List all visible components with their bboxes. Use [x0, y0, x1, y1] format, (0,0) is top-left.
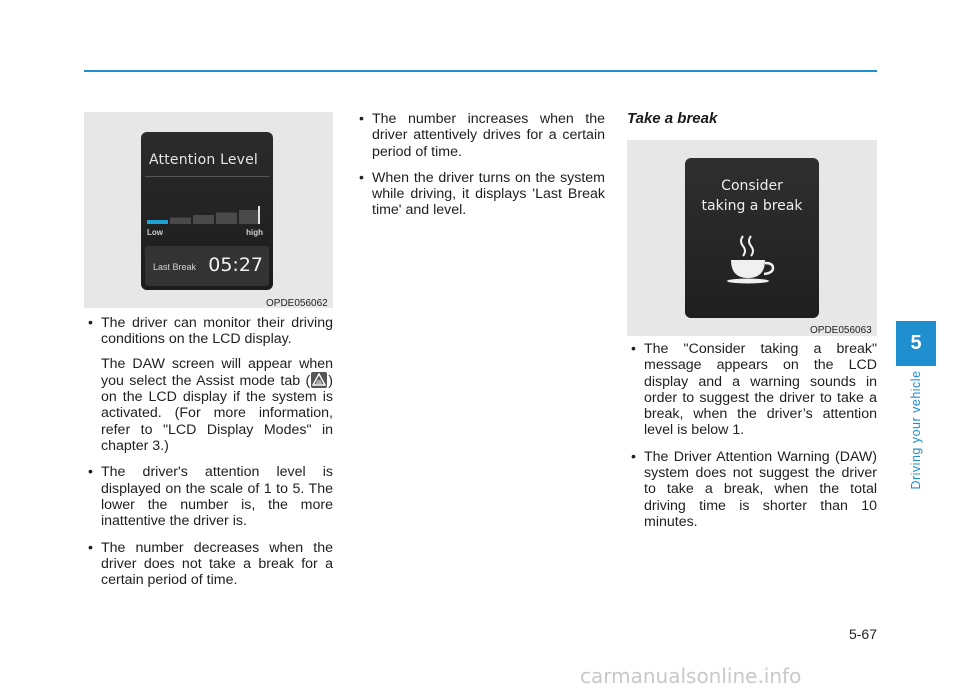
figure2-code: OPDE056063: [810, 325, 872, 336]
para-text-after-icon: ) on the LCD display if the system is activated. (For more information, refer to "LCD Display Modes" in chapter 3.): [101, 372, 333, 455]
list-item: [355, 111, 605, 160]
daw-screen-paragraph: [101, 356, 333, 455]
list-item: [84, 315, 333, 454]
figure1-code: OPDE056062: [266, 298, 328, 309]
level-segment-2: [170, 218, 191, 225]
watermark: carmanualsonline.info: [580, 664, 802, 688]
figure-take-a-break: [627, 140, 877, 336]
level-segment-4: [216, 213, 237, 225]
bullet-decrease-text: The number decreases when the driver does not take a break for a certain period of time.: [101, 539, 333, 589]
bullet-daw-text: The Driver Attention Warning (DAW) system does not suggest the driver to take a break, when the total driving time is shorter than 10 minutes.: [644, 448, 877, 530]
last-break-panel: [145, 246, 269, 286]
bullet-increase-text: The number increases when the driver attentively drives for a certain period of time.: [372, 111, 605, 160]
top-rule: [84, 70, 877, 72]
list-item: [627, 341, 877, 439]
coffee-cup-icon: [723, 232, 783, 288]
level-high-label: high: [246, 228, 263, 237]
list-item: [84, 464, 333, 529]
bullet-last-break-text: When the driver turns on the system while driving, it displays 'Last Break time' and level.: [372, 169, 605, 219]
bullet-scale-text: The driver's attention level is displayed on the scale of 1 to 5. The lower the number is, the more inattentive the driver is.: [101, 464, 333, 530]
lcd-break-screen: [685, 158, 819, 318]
column-2: [355, 111, 605, 229]
attention-level-bars: [147, 206, 263, 246]
break-message-line1: Consider: [721, 178, 783, 194]
level-low-label: Low: [147, 228, 163, 237]
para-text-before-icon: The DAW screen will appear when you select the Assist mode tab (: [101, 355, 333, 389]
list-item: [355, 170, 605, 219]
page-number: 5-67: [848, 626, 877, 642]
bullet-consider-text: The "Consider taking a break" message appears on the LCD display and a warning sounds in order to suggest the driver to take a break, when the driver’s attention level is below 1.: [644, 341, 877, 439]
column-3: [627, 341, 877, 540]
break-message-line2: taking a break: [701, 198, 803, 214]
chapter-title: Driving your vehicle: [909, 370, 923, 490]
lcd-screen-title: Attention Level: [149, 152, 259, 168]
column-1: [84, 315, 333, 598]
level-segment-5: [239, 210, 260, 224]
level-segment-1: [147, 220, 168, 224]
level-max-marker: [258, 206, 260, 224]
break-message: [685, 176, 819, 216]
last-break-time: 05:27: [208, 254, 263, 276]
assist-mode-tab-icon: [311, 372, 327, 388]
lcd-divider: [145, 176, 269, 177]
level-segment-3: [193, 215, 214, 224]
figure-attention-level: [84, 112, 333, 308]
list-item: [84, 540, 333, 589]
last-break-label: Last Break: [153, 262, 197, 272]
chapter-tab: 5: [896, 321, 936, 366]
section-title: Take a break: [627, 110, 718, 127]
bullet-monitor-text: The driver can monitor their driving conditions on the LCD display.: [101, 315, 333, 348]
lcd-attention-screen: [141, 132, 273, 290]
list-item: [627, 449, 877, 530]
